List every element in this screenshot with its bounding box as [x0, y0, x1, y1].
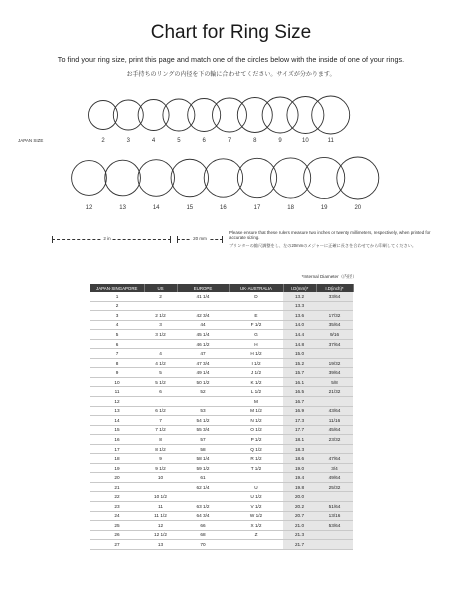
table-cell: 39/64 — [316, 368, 353, 378]
table-cell: 15.2 — [283, 358, 316, 368]
table-cell: 8 — [90, 358, 144, 368]
table-cell: 17.7 — [283, 425, 316, 435]
table-cell: 20.0 — [283, 492, 316, 502]
table-cell: 25/32 — [316, 482, 353, 492]
circle-row-1 — [89, 96, 350, 144]
table-row — [90, 482, 353, 492]
table-cell: 21 — [90, 482, 144, 492]
table-cell: 49 1/4 — [177, 368, 229, 378]
table-cell: 11 1/2 — [144, 511, 177, 521]
table-cell: 3/4 — [316, 463, 353, 473]
table-cell: F 1/2 — [229, 320, 283, 330]
table-cell: 62 1/4 — [177, 482, 229, 492]
table-row — [90, 330, 353, 340]
table-cell: 14.4 — [283, 330, 316, 340]
table-cell — [177, 301, 229, 311]
ring-size-row2-label: 19 — [320, 205, 328, 211]
table-cell: 2 — [144, 292, 177, 301]
ring-size-row2-circle — [138, 160, 175, 197]
table-cell: 12 — [90, 397, 144, 407]
table-cell: 47/64 — [316, 454, 353, 464]
table-cell: 63 1/2 — [177, 502, 229, 512]
table-row — [90, 406, 353, 416]
table-cell: 17/32 — [316, 311, 353, 321]
table-cell: 37/64 — [316, 339, 353, 349]
table-cell: 13.2 — [283, 292, 316, 301]
ring-size-row2-circle — [72, 161, 107, 196]
table-cell: G — [229, 330, 283, 340]
ring-size-row1-label: 5 — [177, 138, 181, 144]
header-id-inch: I.D(inch)* — [316, 284, 353, 292]
table-cell: 11 — [90, 387, 144, 397]
table-cell: 24 — [90, 511, 144, 521]
table-cell: 13/16 — [316, 511, 353, 521]
ring-size-row1-label: 4 — [151, 138, 156, 144]
japan-size-label: JAPAN SIZE — [18, 138, 44, 143]
table-cell: 20.2 — [283, 502, 316, 512]
header-id-mm: I.D(mm)* — [283, 284, 316, 292]
table-row — [90, 492, 353, 502]
table-cell: 9 — [144, 454, 177, 464]
table-cell: 10 1/2 — [144, 492, 177, 502]
table-cell: 9 — [90, 368, 144, 378]
table-cell: 52 — [177, 387, 229, 397]
table-cell: 13 — [90, 406, 144, 416]
table-row — [90, 416, 353, 426]
table-cell: 23/32 — [316, 435, 353, 445]
page-title: Chart for Ring Size — [150, 22, 312, 43]
ring-size-row2-label: 15 — [186, 205, 194, 211]
table-cell: 55 3/4 — [177, 425, 229, 435]
table-cell: 17 — [90, 444, 144, 454]
table-cell: 19/32 — [316, 358, 353, 368]
table-cell: 21.7 — [283, 540, 316, 550]
table-cell: 16.9 — [283, 406, 316, 416]
table-cell: L 1/2 — [229, 387, 283, 397]
table-cell: 7 — [144, 416, 177, 426]
table-cell — [229, 473, 283, 483]
table-cell: 2 — [90, 301, 144, 311]
table-cell: 47 3/4 — [177, 358, 229, 368]
table-cell: 58 — [177, 444, 229, 454]
table-cell: 15 — [90, 425, 144, 435]
circle-row-2 — [72, 157, 379, 211]
table-cell: 18.1 — [283, 435, 316, 445]
table-row — [90, 530, 353, 540]
table-cell: 70 — [177, 540, 229, 550]
table-cell: 9 1/2 — [144, 463, 177, 473]
table-cell: 12 — [144, 521, 177, 531]
table-row — [90, 377, 353, 387]
table-row — [90, 339, 353, 349]
table-cell: 16.7 — [283, 397, 316, 407]
table-cell: 14.0 — [283, 320, 316, 330]
table-row — [90, 387, 353, 397]
mm-ruler-label: 20 mm — [193, 236, 207, 241]
table-cell: 21.0 — [283, 521, 316, 531]
table-cell: M 1/2 — [229, 406, 283, 416]
table-cell: 59 1/2 — [177, 463, 229, 473]
table-row — [90, 435, 353, 445]
table-cell: 19.8 — [283, 482, 316, 492]
table-cell: 10 — [144, 473, 177, 483]
table-cell — [229, 540, 283, 550]
table-cell: H — [229, 339, 283, 349]
ring-size-row1-label: 3 — [126, 138, 130, 144]
table-cell — [229, 301, 283, 311]
internal-diameter-note: *Internal Diameter（内径） — [301, 274, 357, 279]
table-cell — [316, 492, 353, 502]
ring-size-row1-label: 11 — [327, 138, 334, 144]
table-cell: 3 — [90, 311, 144, 321]
inch-ruler-label: 2 in — [103, 236, 111, 241]
table-cell: 64 3/4 — [177, 511, 229, 521]
table-cell: 18 — [90, 454, 144, 464]
table-cell: 3 1/2 — [144, 330, 177, 340]
table-cell: 6 — [144, 387, 177, 397]
table-cell: J 1/2 — [229, 368, 283, 378]
table-cell: 53/64 — [316, 521, 353, 531]
table-cell: 21/32 — [316, 387, 353, 397]
table-cell: 44 — [177, 320, 229, 330]
ring-size-row1-circle — [163, 99, 195, 131]
table-row — [90, 521, 353, 531]
table-cell — [316, 301, 353, 311]
header-us: US — [144, 284, 177, 292]
table-cell: 11/16 — [316, 416, 353, 426]
table-cell — [177, 397, 229, 407]
table-cell: 19.0 — [283, 463, 316, 473]
table-cell — [316, 444, 353, 454]
ring-size-row2-label: 20 — [354, 205, 362, 211]
ring-size-row2-label: 18 — [287, 205, 294, 211]
ring-size-row2-label: 17 — [253, 205, 261, 211]
table-cell: 5/8 — [316, 377, 353, 387]
table-row — [90, 349, 353, 359]
table-cell: 18.6 — [283, 454, 316, 464]
table-row — [90, 358, 353, 368]
table-cell: 6 1/2 — [144, 406, 177, 416]
table-cell: 12 1/2 — [144, 530, 177, 540]
table-cell: X 1/2 — [229, 521, 283, 531]
ring-size-row1-label: 7 — [227, 138, 232, 144]
table-header-row — [90, 284, 353, 292]
table-cell: 27 — [90, 540, 144, 550]
table-row — [90, 540, 353, 550]
table-cell: O 1/2 — [229, 425, 283, 435]
table-cell: 68 — [177, 530, 229, 540]
ring-size-row2-label: 14 — [152, 205, 160, 211]
table-cell: 13.3 — [283, 301, 316, 311]
table-cell: 25 — [90, 521, 144, 531]
ring-size-row1-label: 10 — [302, 138, 309, 144]
table-cell — [144, 482, 177, 492]
ring-size-row1-label: 8 — [253, 138, 257, 144]
table-row — [90, 454, 353, 464]
ring-size-row2-circle — [304, 157, 345, 198]
table-row — [90, 463, 353, 473]
table-cell: 21.3 — [283, 530, 316, 540]
table-cell: M — [229, 397, 283, 407]
table-cell — [144, 339, 177, 349]
table-cell: 41 1/4 — [177, 292, 229, 301]
table-cell: 35/64 — [316, 320, 353, 330]
table-cell: H 1/2 — [229, 349, 283, 359]
table-cell: 10 — [90, 377, 144, 387]
print-note: Please ensure that these rulers measure two inches or twenty millimeters, respectively, when printed for accurate sizing. — [229, 230, 431, 241]
table-cell: V 1/2 — [229, 502, 283, 512]
table-cell: 46 1/2 — [177, 339, 229, 349]
ring-size-row1-label: 2 — [101, 138, 105, 144]
ring-size-row1-circle — [138, 100, 169, 131]
table-cell: 18.3 — [283, 444, 316, 454]
inch-ruler — [52, 236, 171, 242]
table-cell: 15.0 — [283, 349, 316, 359]
table-cell: K 1/2 — [229, 377, 283, 387]
table-cell: 51/64 — [316, 502, 353, 512]
table-cell: 3 — [144, 320, 177, 330]
table-cell — [177, 492, 229, 502]
table-cell: 20 — [90, 473, 144, 483]
table-row — [90, 301, 353, 311]
table-cell: W 1/2 — [229, 511, 283, 521]
table-cell: 9/16 — [316, 330, 353, 340]
table-cell: 5 — [144, 368, 177, 378]
mm-ruler — [177, 236, 223, 242]
table-cell — [144, 301, 177, 311]
ring-size-row1-circle — [287, 97, 324, 134]
table-cell: 17.3 — [283, 416, 316, 426]
table-cell: 33/64 — [316, 292, 353, 301]
table-cell — [316, 397, 353, 407]
table-cell: 45 1/4 — [177, 330, 229, 340]
table-cell: 4 — [144, 349, 177, 359]
ring-size-row2-circle — [105, 160, 141, 196]
table-cell: 47 — [177, 349, 229, 359]
header-japan-singapore: JAPAN·SINGAPORE — [90, 284, 144, 292]
table-cell: 19.4 — [283, 473, 316, 483]
ring-size-row1-label: 6 — [202, 138, 206, 144]
table-cell: 22 — [90, 492, 144, 502]
table-cell: N 1/2 — [229, 416, 283, 426]
table-row — [90, 311, 353, 321]
table-cell: 6 — [90, 339, 144, 349]
table-cell: 61 — [177, 473, 229, 483]
table-row — [90, 292, 353, 301]
intro-text: To find your ring size, print this page and match one of the circles below with the inside of one of your rings. — [57, 55, 405, 64]
ring-size-row1-circle — [188, 99, 221, 132]
ring-size-row1-circle — [312, 96, 350, 134]
table-row — [90, 502, 353, 512]
table-row — [90, 473, 353, 483]
table-cell — [144, 397, 177, 407]
ring-size-table — [90, 284, 354, 550]
table-row — [90, 444, 353, 454]
header-europe: EUROPE — [177, 284, 229, 292]
table-row — [90, 511, 353, 521]
table-cell: 16.1 — [283, 377, 316, 387]
table-cell: 11 — [144, 502, 177, 512]
table-cell: U 1/2 — [229, 492, 283, 502]
table-cell: R 1/2 — [229, 454, 283, 464]
table-cell: 7 1/2 — [144, 425, 177, 435]
table-cell: 45/64 — [316, 425, 353, 435]
table-cell: 53 — [177, 406, 229, 416]
table-cell: 49/64 — [316, 473, 353, 483]
table-cell: 42 3/4 — [177, 311, 229, 321]
table-cell: 58 1/4 — [177, 454, 229, 464]
table-cell — [316, 540, 353, 550]
table-cell: Q 1/2 — [229, 444, 283, 454]
table-cell: Z — [229, 530, 283, 540]
table-cell: E — [229, 311, 283, 321]
ring-size-row2-label: 16 — [220, 205, 227, 211]
table-cell: 19 — [90, 463, 144, 473]
table-cell: D — [229, 292, 283, 301]
table-cell: I 1/2 — [229, 358, 283, 368]
table-cell: 5 — [90, 330, 144, 340]
table-cell: 1 — [90, 292, 144, 301]
table-cell: 57 — [177, 435, 229, 445]
table-cell: 5 1/2 — [144, 377, 177, 387]
table-cell: 2 1/2 — [144, 311, 177, 321]
table-cell: 26 — [90, 530, 144, 540]
ring-size-row2-circle — [337, 157, 379, 199]
ring-size-row2-label: 12 — [85, 205, 93, 211]
header-uk-australia: UK·AUSTRALIA — [229, 284, 283, 292]
table-row — [90, 320, 353, 330]
table-row — [90, 425, 353, 435]
table-cell: 8 — [144, 435, 177, 445]
ring-size-row2-circle — [171, 159, 209, 197]
table-cell — [316, 349, 353, 359]
ring-size-row2-label: 13 — [119, 205, 126, 211]
ring-size-row1-circle — [262, 97, 298, 133]
table-cell: U — [229, 482, 283, 492]
table-cell: 15.7 — [283, 368, 316, 378]
table-cell: 7 — [90, 349, 144, 359]
table-cell: 8 1/2 — [144, 444, 177, 454]
print-note-jp: プリンターの縮尺調整をし、左の20mmのメジャーに正確に長さを合わせてから印刷してください。 — [229, 243, 417, 248]
table-cell: 50 1/2 — [177, 377, 229, 387]
table-cell — [316, 530, 353, 540]
table-cell: 14 — [90, 416, 144, 426]
table-cell: 13.6 — [283, 311, 316, 321]
table-cell: 4 — [90, 320, 144, 330]
table-cell: T 1/2 — [229, 463, 283, 473]
table-cell: 14.8 — [283, 339, 316, 349]
table-row — [90, 397, 353, 407]
table-cell: P 1/2 — [229, 435, 283, 445]
table-row — [90, 368, 353, 378]
table-cell: 13 — [144, 540, 177, 550]
ring-size-row2-circle — [204, 159, 242, 197]
table-cell: 66 — [177, 521, 229, 531]
table-cell: 20.7 — [283, 511, 316, 521]
table-cell: 23 — [90, 502, 144, 512]
table-cell: 54 1/2 — [177, 416, 229, 426]
ring-circles — [0, 0, 462, 225]
table-cell: 4 1/2 — [144, 358, 177, 368]
table-cell: 43/64 — [316, 406, 353, 416]
intro-text-jp: お手持ちのリングの内径を下の輪に合わせてください。サイズが分かります。 — [126, 72, 336, 78]
ring-size-row1-label: 9 — [278, 138, 282, 144]
table-cell: 16.5 — [283, 387, 316, 397]
table-cell: 16 — [90, 435, 144, 445]
